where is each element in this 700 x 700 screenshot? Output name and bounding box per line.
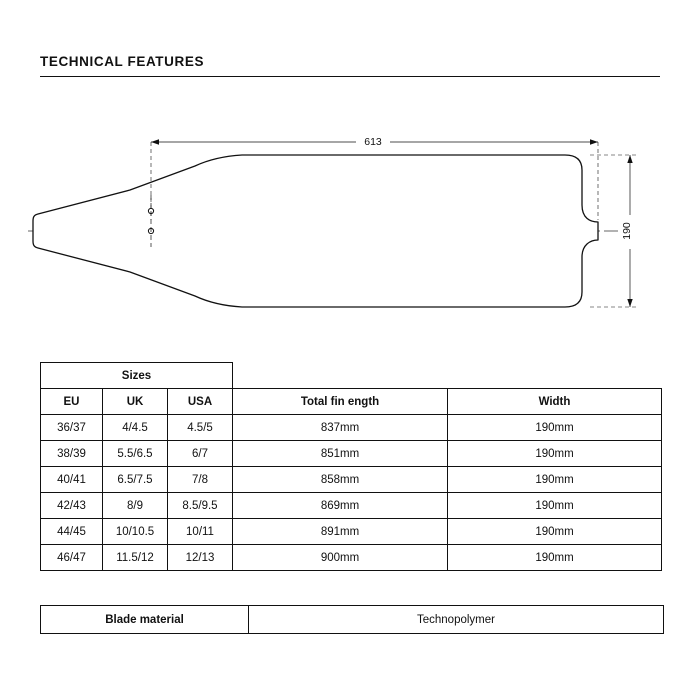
table-row [41, 441, 662, 467]
cell-usa: 10/11 [168, 519, 233, 545]
table-row [41, 519, 662, 545]
cell-total-fin-length: 891mm [233, 519, 448, 545]
cell-width: 190mm [448, 467, 662, 493]
cell-total-fin-length: 858mm [233, 467, 448, 493]
material-table [40, 605, 661, 634]
table-row [41, 415, 662, 441]
column-header-width: Width [448, 389, 662, 415]
cell-usa: 7/8 [168, 467, 233, 493]
column-header-uk: UK [103, 389, 168, 415]
cell-usa: 12/13 [168, 545, 233, 571]
cell-width: 190mm [448, 545, 662, 571]
table-row [41, 493, 662, 519]
table-row [41, 467, 662, 493]
cell-eu: 42/43 [41, 493, 103, 519]
cell-usa: 8.5/9.5 [168, 493, 233, 519]
cell-total-fin-length: 869mm [233, 493, 448, 519]
cell-eu: 36/37 [41, 415, 103, 441]
cell-eu: 38/39 [41, 441, 103, 467]
cell-eu: 44/45 [41, 519, 103, 545]
table-header-row [41, 389, 662, 415]
material-label: Blade material [41, 606, 249, 634]
cell-usa: 6/7 [168, 441, 233, 467]
cell-total-fin-length: 837mm [233, 415, 448, 441]
page-header [40, 54, 660, 77]
material-row [41, 606, 664, 634]
cell-eu: 46/47 [41, 545, 103, 571]
cell-uk: 5.5/6.5 [103, 441, 168, 467]
page-title: TECHNICAL FEATURES [40, 54, 205, 69]
cell-total-fin-length: 900mm [233, 545, 448, 571]
blank-cell [448, 363, 662, 389]
length-dimension-label: 613 [364, 136, 382, 148]
cell-uk: 4/4.5 [103, 415, 168, 441]
fin-blade-drawing [20, 100, 680, 330]
cell-width: 190mm [448, 493, 662, 519]
column-header-eu: EU [41, 389, 103, 415]
cell-uk: 8/9 [103, 493, 168, 519]
column-header-usa: USA [168, 389, 233, 415]
cell-total-fin-length: 851mm [233, 441, 448, 467]
cell-width: 190mm [448, 441, 662, 467]
header-divider [40, 76, 660, 77]
cell-eu: 40/41 [41, 467, 103, 493]
cell-uk: 10/10.5 [103, 519, 168, 545]
cell-width: 190mm [448, 415, 662, 441]
table-group-header-row [41, 363, 662, 389]
column-header-total-fin-length: Total fin ength [233, 389, 448, 415]
blade-outline [33, 155, 598, 307]
blank-cell [233, 363, 448, 389]
cell-uk: 6.5/7.5 [103, 467, 168, 493]
height-dimension-label: 190 [621, 222, 633, 240]
material-value: Technopolymer [249, 606, 664, 634]
table-row [41, 545, 662, 571]
cell-width: 190mm [448, 519, 662, 545]
size-specification-table [40, 362, 661, 571]
cell-usa: 4.5/5 [168, 415, 233, 441]
sizes-group-header: Sizes [41, 363, 233, 389]
cell-uk: 11.5/12 [103, 545, 168, 571]
